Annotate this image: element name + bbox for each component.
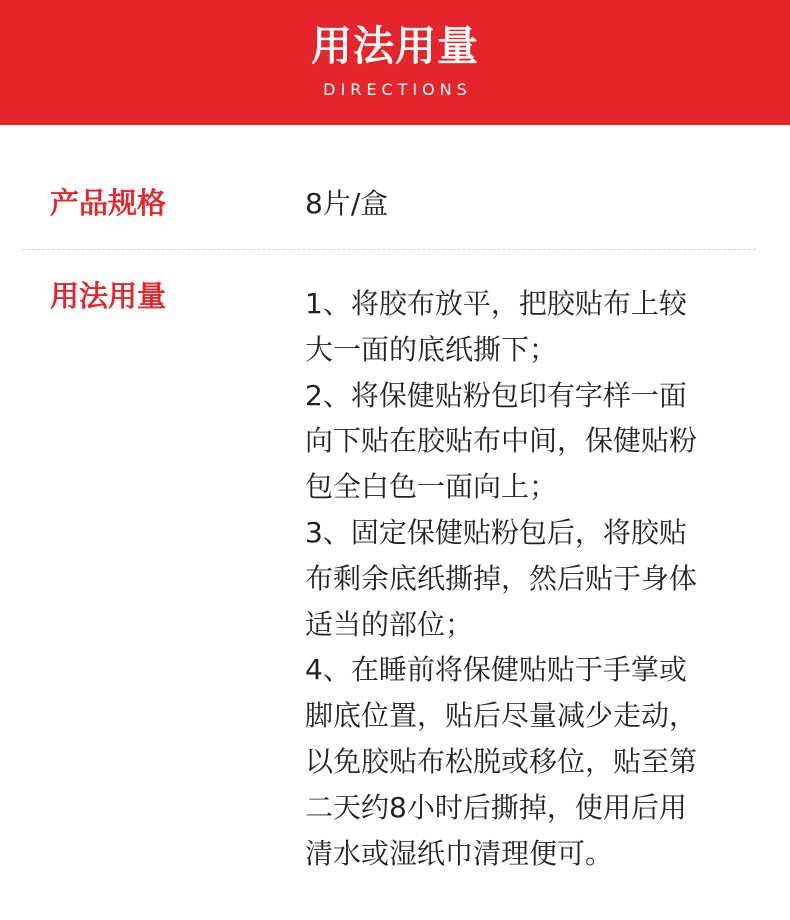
usage-line: 1、将胶布放平，把胶贴布上较	[305, 287, 687, 320]
usage-line: 向下贴在胶贴布中间，保健贴粉	[305, 424, 698, 458]
usage-line: 二天约8小时后撕掉，使用后用	[305, 790, 687, 824]
usage-line: 4、在睡前将保健贴贴于手掌或	[305, 653, 687, 687]
usage-instructions	[305, 281, 775, 876]
usage-line: 2、将保健贴粉包印有字样一面	[305, 378, 687, 412]
usage-line: 布剩余底纸撕掉，然后贴于身体	[305, 561, 698, 595]
header-banner	[0, 0, 790, 125]
usage-label: 用法用量	[50, 279, 167, 313]
usage-line: 脚底位置，贴后尽量减少走动，	[305, 699, 698, 733]
page-title: 用法用量	[311, 22, 479, 70]
usage-line: 以免胶贴布松脱或移位，贴至第	[305, 744, 698, 778]
page-subtitle: DIRECTIONS	[323, 80, 472, 99]
usage-line: 适当的部位；	[305, 607, 474, 641]
spec-label: 产品规格	[50, 186, 167, 220]
usage-line: 大一面的底纸撕下；	[305, 332, 558, 366]
usage-line: 包全白色一面向上；	[305, 470, 558, 504]
usage-line: 清水或湿纸巾清理便可。	[305, 836, 614, 870]
divider	[22, 249, 756, 250]
spec-value: 8片/盒	[305, 187, 389, 220]
usage-line: 3、固定保健贴粉包后，将胶贴	[305, 515, 687, 549]
